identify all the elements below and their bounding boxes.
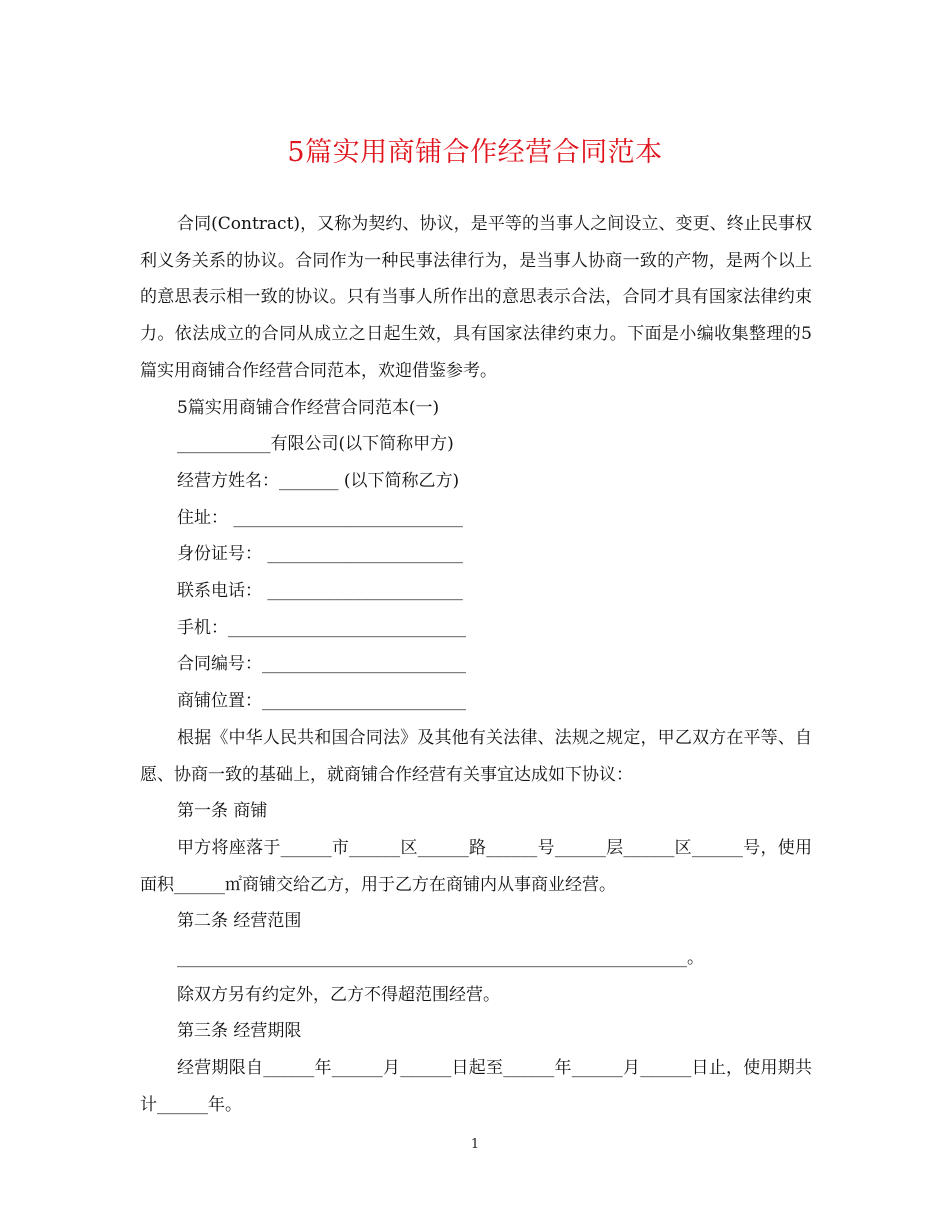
mobile-line: 手机：____________________________	[177, 617, 466, 638]
article-2-title: 第二条 经营范围	[177, 911, 302, 932]
contract-number-line: 合同编号：________________________	[177, 654, 466, 675]
intro-paragraph: 合同(Contract)，又称为契约、协议，是平等的当事人之间设立、变更、终止民事权利义务关系的协议。合同作为一种民事法律行为，是当事人协商一致的产物，是两个以上的意思表示相一致的协议。只有当事人所作出的意思表示合法，合同才具有国家法律约束力。依法成立的合同从成立之日起生效，具有国家法律约束力。下面是小编收集整理的5篇实用商铺合作经营合同范本，欢迎借鉴参考。	[140, 214, 812, 381]
phone-line: 联系电话： _______________________	[177, 581, 463, 602]
id-number-line: 身份证号： _______________________	[177, 544, 463, 565]
article-3-title: 第三条 经营期限	[177, 1021, 302, 1042]
article-2-blank: ____________________________________________________________。	[177, 948, 704, 969]
document-title: 5篇实用商铺合作经营合同范本	[287, 137, 663, 168]
article-1-text: 甲方将座落于______市______区______路______号______层______区______号，使用面积______㎡商铺交给乙方，用于乙方在商铺内从事商业经营。	[140, 837, 812, 895]
address-line: 住址： ___________________________	[177, 507, 463, 528]
preamble-paragraph: 根据《中华人民共和国合同法》及其他有关法律、法规之规定，甲乙双方在平等、自愿、协商一致的基础上，就商铺合作经营有关事宜达成如下协议：	[140, 727, 812, 785]
section-title: 5篇实用商铺合作经营合同范本(一)	[177, 397, 440, 418]
shop-location-line: 商铺位置：________________________	[177, 691, 466, 712]
document-body	[140, 206, 812, 1124]
party-b-line: 经营方姓名：_______ (以下简称乙方)	[177, 470, 460, 491]
article-1-title: 第一条 商铺	[177, 801, 268, 822]
page-number: 1	[470, 1137, 480, 1152]
party-a-line: ___________有限公司(以下简称甲方)	[177, 434, 454, 455]
article-2-text: 除双方另有约定外，乙方不得超范围经营。	[177, 984, 500, 1005]
article-3-text: 经营期限自______年______月______日起至______年______月______日止，使用期共计______年。	[140, 1058, 812, 1115]
